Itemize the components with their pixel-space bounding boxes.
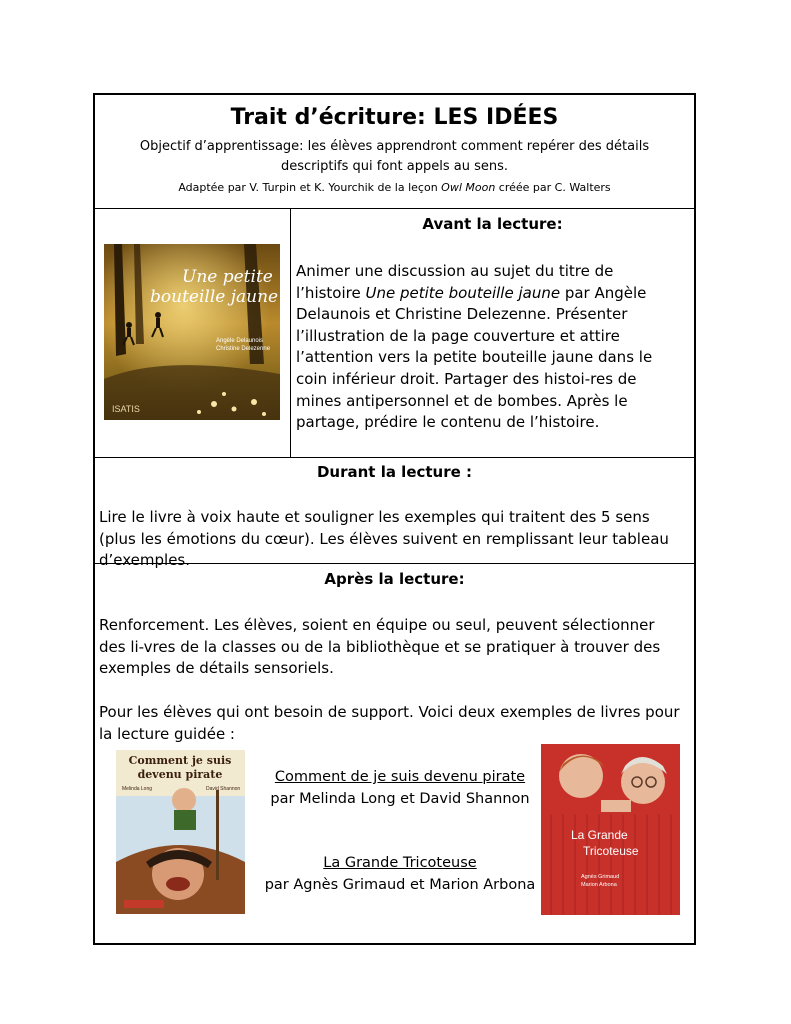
- cover-author1: Agnès Grimaud: [581, 874, 620, 880]
- cover-author2: Christine Delezenne: [216, 346, 271, 352]
- cover-author2: David Shannon: [206, 786, 241, 792]
- book-cover-bouteille-jaune: [104, 244, 280, 420]
- header-section: [95, 95, 694, 208]
- book1-title: Comment de je suis devenu pirate: [274, 769, 526, 785]
- avant-body-before: Animer une discussion au sujet du titre de l’histoire: [296, 262, 614, 302]
- apres-para1: Renforcement. Les élèves, soient en équipe ou seul, peuvent sélectionner des li-vres de la classes ou de la bibliothèque et se pratiquer à trouver des exemples de détails sensoriels.: [99, 616, 661, 678]
- lesson-sheet: [93, 93, 696, 945]
- apres-title: Après la lecture:: [324, 570, 465, 588]
- credit-book: Owl Moon: [441, 181, 496, 194]
- cover-author1: Melinda Long: [122, 786, 153, 792]
- divider: [95, 563, 694, 564]
- cover-author1: Angèle Delaunois: [216, 338, 264, 344]
- book1-authors: par Melinda Long et David Shannon: [270, 791, 530, 807]
- book-cover-tricoteuse: [541, 744, 680, 915]
- avant-title: Avant la lecture:: [422, 215, 563, 233]
- column-divider: [290, 208, 291, 457]
- durant-body: Lire le livre à voix haute et souligner les exemples qui traitent des 5 sens (plus les émotions du cœur). Les élèves suivent en remplissant leur tableau d’exemples.: [99, 508, 669, 570]
- divider: [95, 457, 694, 458]
- cover-title-line2: devenu pirate: [137, 768, 223, 781]
- cover-title-line2: bouteille jaune: [150, 287, 279, 307]
- book2-title: La Grande Tricoteuse: [323, 855, 477, 871]
- divider: [95, 208, 694, 209]
- credit-prefix: Adaptée par V. Turpin et K. Yourchik de la leçon: [178, 181, 442, 194]
- book2-authors: par Agnès Grimaud et Marion Arbona: [264, 877, 536, 893]
- durant-title: Durant la lecture :: [316, 463, 473, 481]
- cover-publisher: ISATIS: [112, 404, 140, 414]
- cover-author2: Marion Arbona: [581, 882, 617, 888]
- avant-book-title: Une petite bouteille jaune: [365, 283, 561, 302]
- avant-body: [296, 261, 676, 434]
- credit-line: [95, 179, 694, 197]
- learning-objective: Objectif d’apprentissage: les élèves apprendront comment repérer des détails descriptifs qui font appels au sens.: [139, 139, 650, 174]
- page-title: Trait d’écriture: LES IDÉES: [230, 105, 559, 130]
- apres-para2: Pour les élèves qui ont besoin de support. Voici deux exemples de livres pour la lecture guidée :: [99, 703, 680, 743]
- avant-body-after: par Angèle Delaunois et Christine Delezenne. Présenter l’illustration de la page couverture et attire l’attention vers la petite bouteille jaune dans le coin inférieur droit. Partager des histoi-res de mines antipersonnel et de bombes. Après le partage, prédire le contenu de l’histoire.: [296, 283, 653, 432]
- cover-title-line1: Comment je suis: [128, 754, 232, 767]
- book2-reference: [255, 852, 545, 896]
- cover-title-line1: La Grande: [571, 828, 628, 842]
- book-cover-pirate: [116, 750, 245, 914]
- credit-suffix: créée par C. Walters: [495, 181, 611, 194]
- cover-title-line1: Une petite: [182, 267, 273, 287]
- cover-title-line2: Tricoteuse: [583, 844, 639, 858]
- book1-reference: [255, 766, 545, 810]
